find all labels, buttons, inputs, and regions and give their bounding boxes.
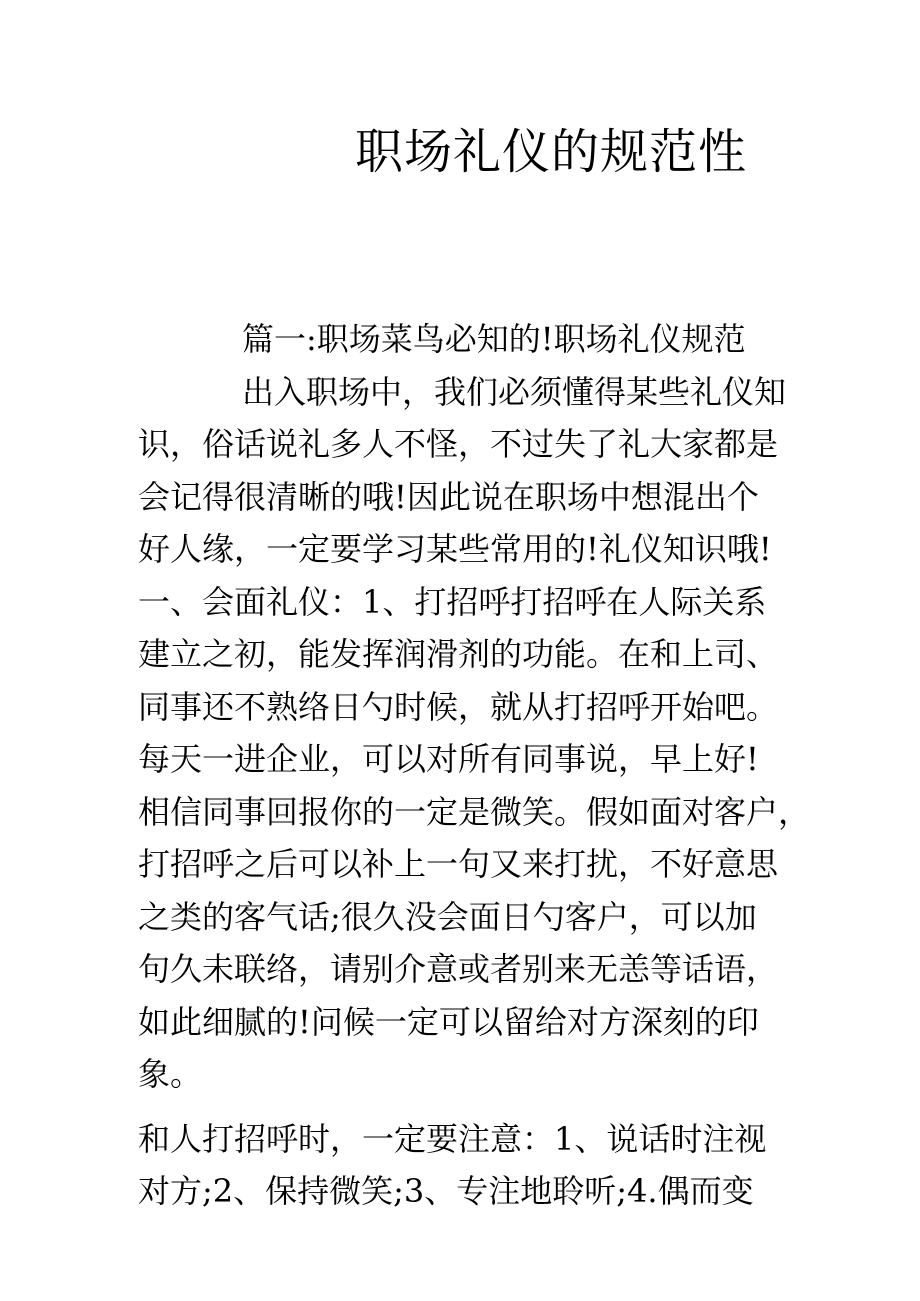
paragraph-gap (138, 1101, 798, 1113)
document-title: 职场礼仪的规范性 (355, 124, 748, 180)
paragraph-line: 对方;2、保持微笑;3、专注地聆听;4.偶而变 (138, 1172, 754, 1210)
paragraph-line: 和人打招呼时，一定要注意：1、说话时注视 (138, 1119, 767, 1158)
paragraph-line: 相信同事回报你的一定是微笑。假如面对客户， (138, 792, 811, 831)
paragraph-line: 好人缘，一定要学习某些常用的!礼仪知识哦! (138, 530, 772, 568)
paragraph-line: 会记得很清晰的哦!因此说在职场中想混出个 (138, 477, 759, 516)
paragraph-line: 打招呼之后可以补上一句又来打扰，不好意思 (138, 845, 779, 883)
paragraph-line: 同事还不熟络日勺时候，就从打招呼开始吧。 (138, 687, 779, 726)
paragraph-line: 出入职场中，我们必须懂得某些礼仪知 (242, 372, 787, 411)
paragraph-line: 每天一进企业，可以对所有同事说，早上好! (138, 740, 759, 778)
document-body (138, 313, 811, 1218)
paragraph-line: 句久未联络，请别介意或者别来无恙等话语， (138, 950, 779, 988)
paragraph-line: 一、会面礼仪：1、打招呼打招呼在人际关系 (138, 582, 767, 621)
paragraph-line: 象。 (138, 1055, 203, 1093)
paragraph-line: 识，俗话说礼多人不怪，不过失了礼大家都是 (138, 425, 779, 463)
paragraph-line: 如此细腻的!问候一定可以留给对方深刻的印 (138, 1002, 759, 1041)
section-heading: 篇一:职场菜鸟必知的!职场礼仪规范 (242, 320, 746, 358)
paragraph-line: 建立之初，能发挥润滑剂的功能。在和上司、 (138, 635, 779, 673)
paragraph-line: 之类的客气话;很久没会面日勺客户，可以加 (138, 897, 757, 936)
